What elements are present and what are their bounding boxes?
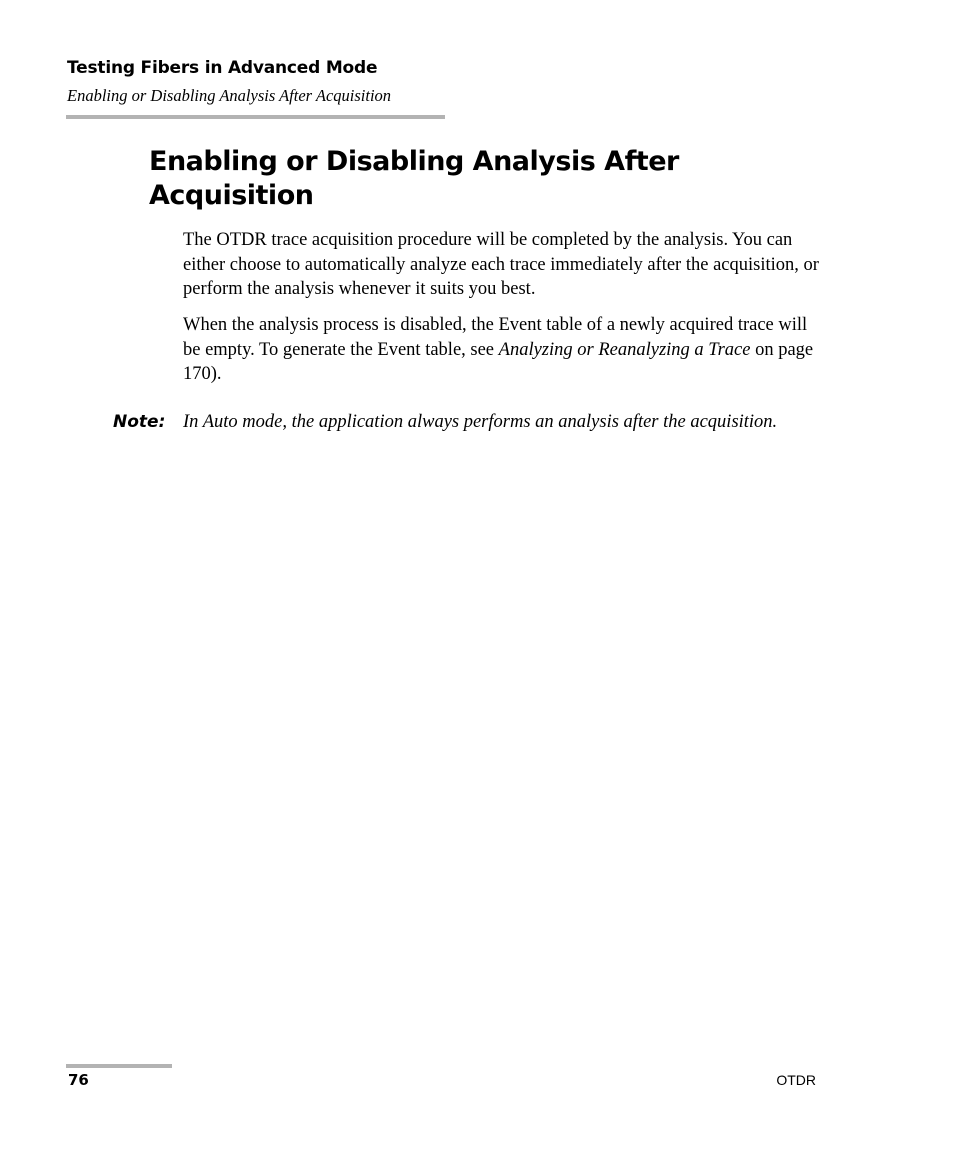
note-text: In Auto mode, the application always performs an analysis after the acquisition. — [183, 412, 778, 432]
header-chapter-title: Testing Fibers in Advanced Mode — [67, 58, 378, 78]
body-paragraph-1: The OTDR trace acquisition procedure will be completed by the analysis. You can either choose to automatically analyze each trace immediately after the acquisition, or perform the analysis whenever it suits you best. — [183, 230, 819, 300]
footer-divider — [66, 1064, 172, 1068]
note-label: Note: — [113, 412, 166, 432]
body-paragraph-2 — [183, 313, 828, 387]
header-divider — [66, 115, 445, 119]
paragraph-2-text: When the analysis process is disabled, the Event table of a newly acquired trace will be empty. To generate the Event table, see — [183, 315, 808, 360]
paragraph-2-text-end: on page 170). — [183, 339, 814, 385]
page-title: Enabling or Disabling Analysis After Acquisition — [149, 146, 679, 211]
header-section-title: Enabling or Disabling Analysis After Acquisition — [67, 86, 392, 105]
footer-product-name: OTDR — [776, 1072, 816, 1088]
running-header — [67, 57, 445, 107]
page-number: 76 — [68, 1071, 89, 1089]
cross-reference-link[interactable]: Analyzing or Reanalyzing a Trace — [498, 339, 751, 360]
